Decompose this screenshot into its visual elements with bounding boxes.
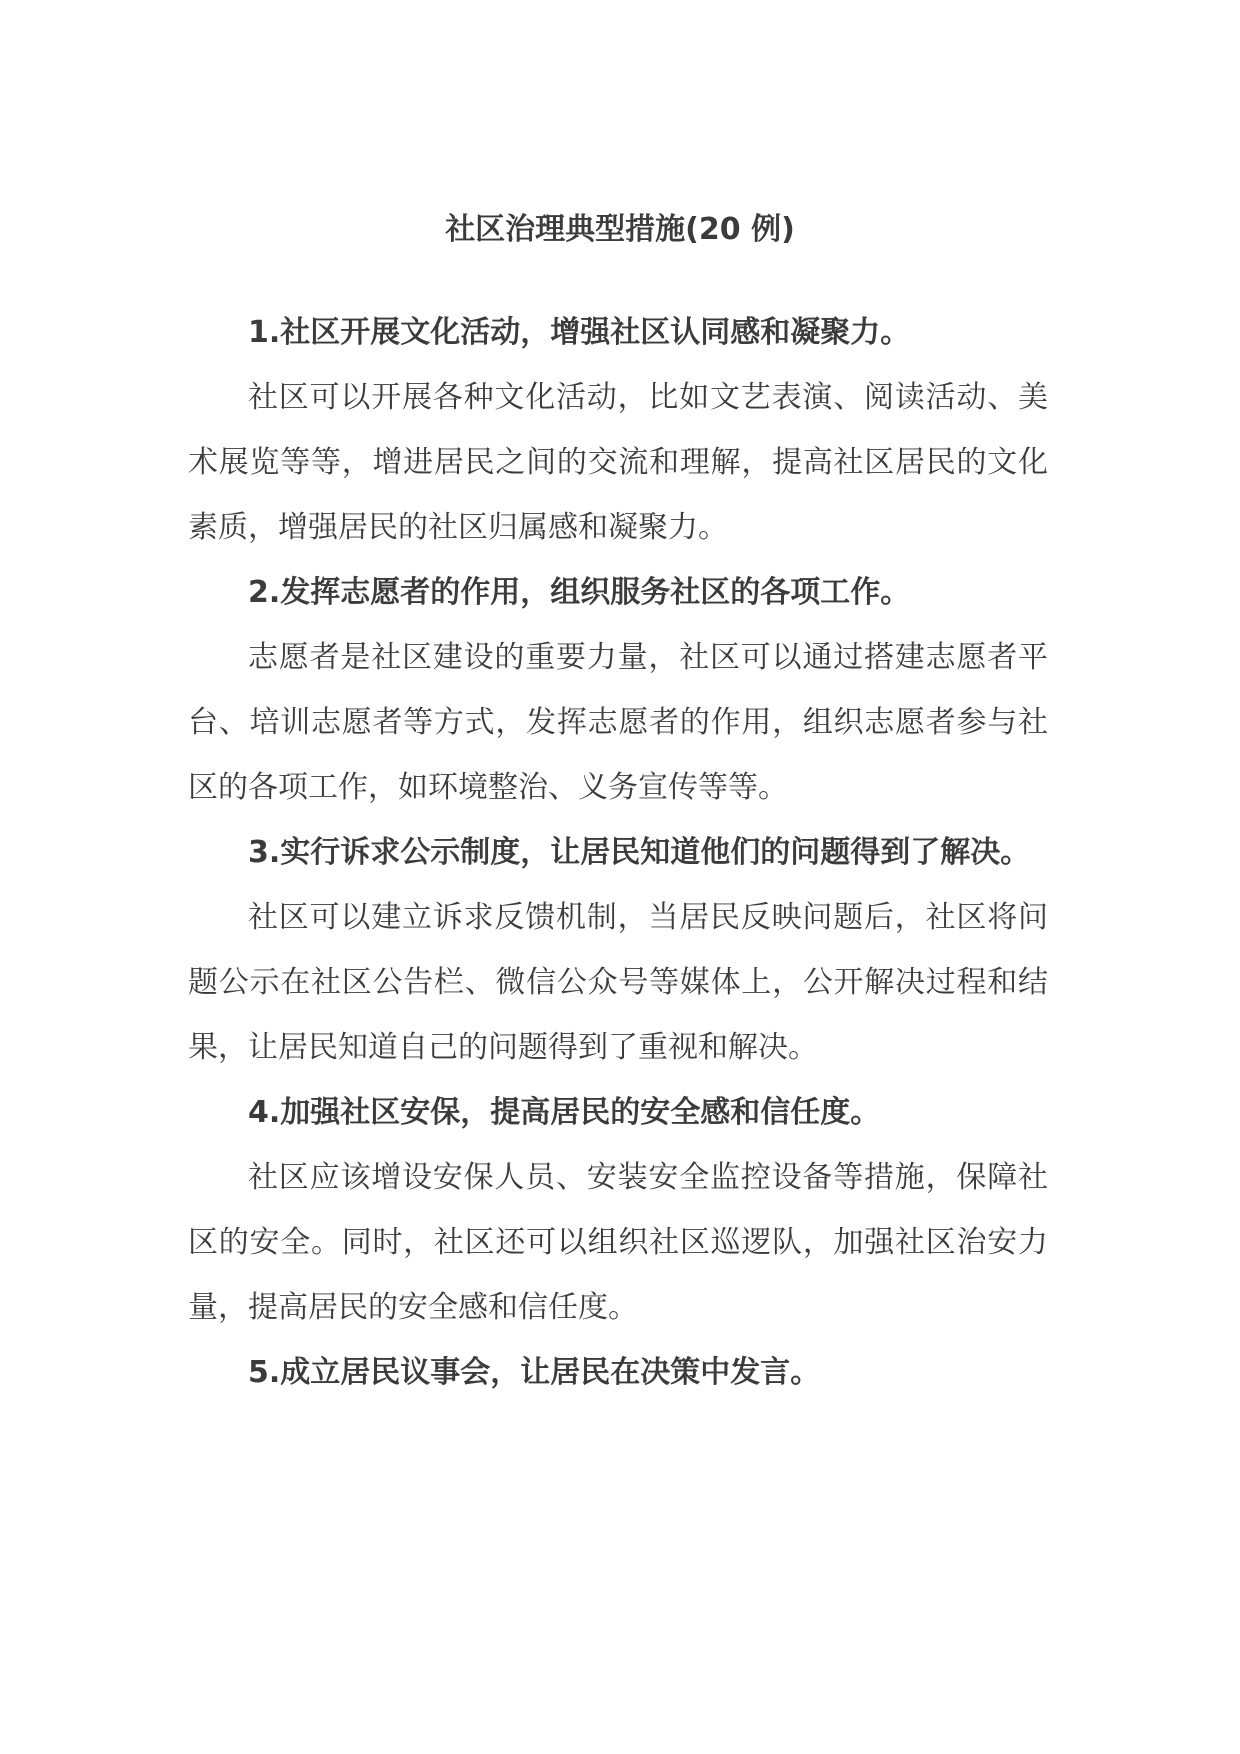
section-heading-5: 5.成立居民议事会，让居民在决策中发言。	[248, 1355, 821, 1390]
section-body-4: 社区应该增设安保人员、安装安全监控设备等措施，保障社区的安全。同时，社区还可以组织社区巡逻队，加强社区治安力量，提高居民的安全感和信任度。	[188, 1160, 1048, 1325]
section-heading-3: 3.实行诉求公示制度，让居民知道他们的问题得到了解决。	[248, 835, 1031, 870]
section-heading-1: 1.社区开展文化活动，增强社区认同感和凝聚力。	[248, 315, 911, 350]
document-title: 社区治理典型措施(20 例)	[445, 212, 795, 247]
section-heading-4: 4.加强社区安保，提高居民的安全感和信任度。	[248, 1095, 881, 1130]
section-body-2: 志愿者是社区建设的重要力量，社区可以通过搭建志愿者平台、培训志愿者等方式，发挥志愿者的作用，组织志愿者参与社区的各项工作，如环境整治、义务宣传等等。	[188, 640, 1048, 805]
document-body	[188, 300, 1048, 1405]
section-body-1: 社区可以开展各种文化活动，比如文艺表演、阅读活动、美术展览等等，增进居民之间的交流和理解，提高社区居民的文化素质，增强居民的社区归属感和凝聚力。	[188, 380, 1048, 545]
section-heading-2: 2.发挥志愿者的作用，组织服务社区的各项工作。	[248, 575, 911, 610]
section-body-3: 社区可以建立诉求反馈机制，当居民反映问题后，社区将问题公示在社区公告栏、微信公众号等媒体上，公开解决过程和结果，让居民知道自己的问题得到了重视和解决。	[188, 900, 1048, 1065]
